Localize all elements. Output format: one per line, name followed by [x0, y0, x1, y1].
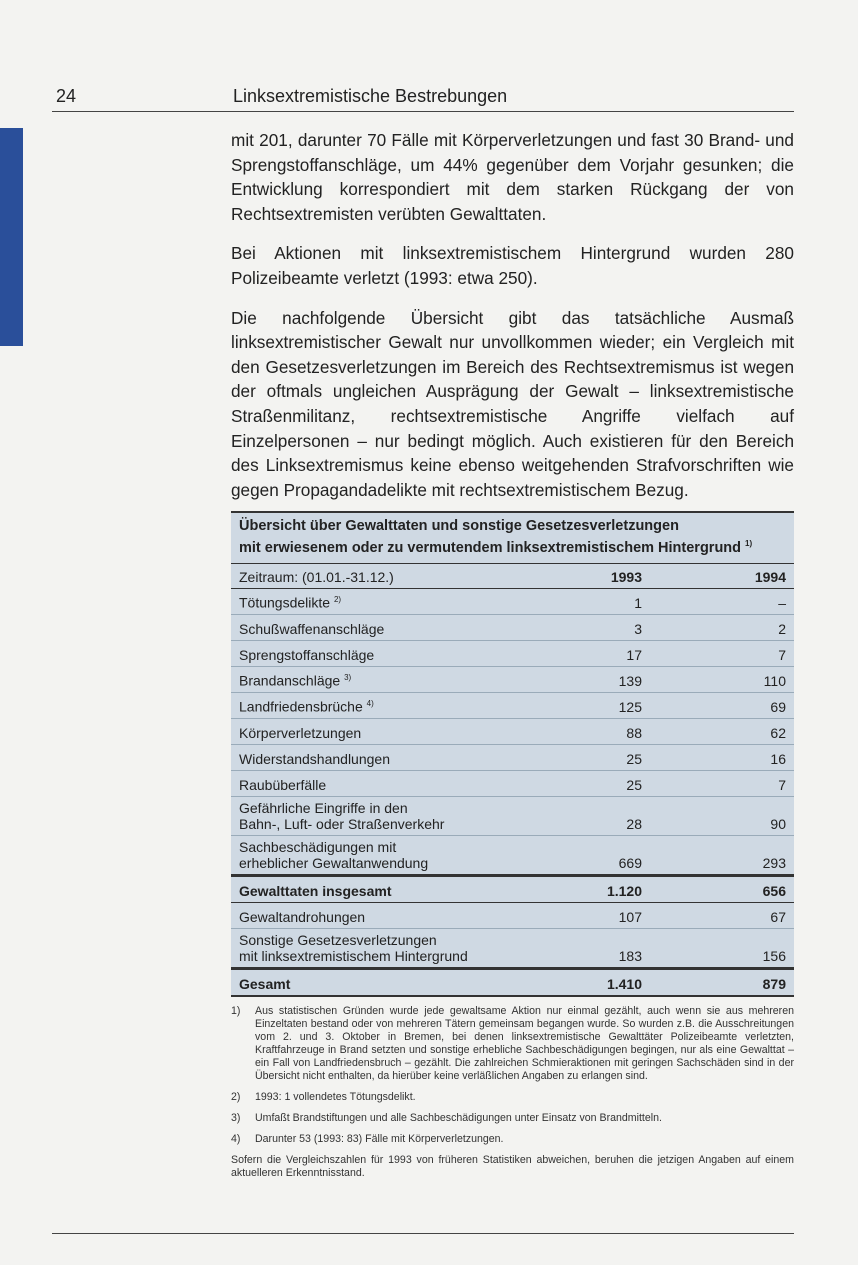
table-row: [231, 615, 794, 641]
value-1993: 183: [618, 947, 642, 964]
value-1994: 110: [763, 672, 786, 689]
value-1994: 293: [762, 854, 786, 871]
closing-note: Sofern die Vergleichszahlen für 1993 von früheren Statistiken abweichen, beruhen die jetzigen Angaben auf einem aktuelleren Erkenntnisstand.: [231, 1154, 794, 1179]
footnote-2: 2) 1993: 1 vollendetes Tötungsdelikt.: [231, 1091, 416, 1103]
column-1993: 1993: [610, 568, 642, 585]
value-1993: 25: [626, 776, 642, 793]
footnote-3: 3) Umfaßt Brandstiftungen und alle Sachbeschädigungen unter Einsatz von Brandmitteln.: [231, 1112, 662, 1124]
value-1993: 17: [626, 646, 642, 663]
table-row: [231, 641, 794, 667]
running-title: Linksextremistische Bestrebungen: [233, 86, 508, 106]
table-row: [231, 771, 794, 797]
table-row: [231, 589, 794, 615]
total-row: Gesamt 1.410 879: [231, 969, 794, 997]
table-row: [231, 929, 794, 969]
footer-rule: [52, 1233, 794, 1234]
column-1994: 1994: [754, 568, 786, 585]
table-row: [231, 836, 794, 876]
paragraph-3: Die nachfolgende Übersicht gibt das tatsächliche Ausmaß linksextremistischer Gewalt nur unvollkommen wieder; ein Vergleich mit den Gesetzesverletzungen im Bereich des Rechtsextremismus ist wegen der oftmals ungleichen Ausprägung der Gewalt – linksextremistische Straßenmilitanz, rechtsextremistische Angriffe vielfach auf Einzelpersonen – nur bedingt möglich. Auch existieren für den Bereich des Linksextremismus keine ebenso weitgehenden Strafvorschriften wie gegen Propagandadelikte mit rechtsextremistischem Bezug.: [231, 307, 794, 500]
value-1994: 90: [770, 815, 786, 832]
value-1993: 3: [634, 620, 642, 637]
row-label: Gefährliche Eingriffe in den Bahn-, Luft- oder Straßenverkehr: [239, 799, 445, 832]
value-1994: 7: [778, 776, 786, 793]
row-label: Landfriedensbrüche $^{4)}$: [239, 698, 374, 715]
value-1993: 107: [618, 908, 642, 925]
row-label: Tötungsdelikte $^{2)}$: [239, 594, 342, 611]
value-1994: 69: [770, 698, 786, 715]
table-row: [231, 719, 794, 745]
value-1993: 125: [618, 698, 642, 715]
footnote-1: 1) Aus statistischen Gründen wurde jede gewaltsame Aktion nur einmal gezählt, auch wenn sie aus mehreren Einzeltaten bestand oder von mehreren Tätern gemeinsam begangen wurde. So wurden z.B. die Ausschreitungen vom 2. und 3. Oktober in Bremen, bei denen linksextremistische Gewalttäter Polizeibeamte verletzten, Kraftfahrzeuge in Brand setzten und sonstige erhebliche Sachbeschädigungen begingen, nur als eine Gewalttat – ein Fall von Landfriedensbruch – gezählt. Die zahlreichen Schmieraktionen mit geringen Sachschäden sind in der Übersicht nicht enthalten, da hierüber keine verläßlichen Angaben zu erlangen sind.: [231, 1005, 794, 1082]
value-1994: 67: [770, 908, 786, 925]
value-1993: 1: [634, 594, 642, 611]
table-title-line2: mit erwiesenem oder zu vermutendem linksextremistischem Hintergrund $^{1)}$: [239, 539, 753, 556]
paragraph-2: Bei Aktionen mit linksextremistischem Hintergrund wurden 280 Polizeibeamte verletzt (1993: etwa 250).: [231, 243, 794, 288]
footnote-ref: 1): [745, 539, 753, 548]
table-row: [231, 667, 794, 693]
table-title: [231, 511, 794, 563]
table-row: [231, 797, 794, 836]
table-row: [231, 745, 794, 771]
footnote-ref: 3): [344, 673, 352, 683]
period-label: Zeitraum: (01.01.-31.12.): [239, 568, 394, 585]
blue-margin-tab: [0, 128, 23, 346]
value-1993: 139: [618, 672, 642, 689]
row-label: Raubüberfälle: [239, 776, 327, 793]
table-row: [231, 693, 794, 719]
value-1993: 669: [618, 854, 642, 871]
footnote-ref: 4): [366, 699, 374, 709]
footnotes: [231, 1005, 794, 1180]
row-label: Sachbeschädigungen mit erheblicher Gewaltanwendung: [239, 838, 429, 871]
footnote-ref: 2): [333, 595, 342, 605]
header-rule: [52, 111, 794, 112]
value-1994: 16: [770, 750, 786, 767]
table-title-line1: Übersicht über Gewalttaten und sonstige Gesetzesverletzungen: [239, 518, 679, 534]
row-label: Widerstandshandlungen: [239, 750, 390, 767]
paragraph-1: mit 201, darunter 70 Fälle mit Körperverletzungen und fast 30 Brand- und Sprengstoffanschläge, um 44% gegenüber dem Vorjahr gesunken; die Entwicklung korrespondiert mit dem starken Rückgang der von Rechtsextremisten verübten Gewalttaten.: [231, 130, 794, 224]
row-label: Gewaltandrohungen: [239, 908, 366, 925]
value-1994: 7: [778, 646, 786, 663]
body-text: [231, 128, 794, 517]
table-header: [231, 563, 794, 589]
value-1993: 25: [626, 750, 642, 767]
row-label: Sprengstoffanschläge: [239, 646, 375, 663]
value-1993: 88: [626, 724, 642, 741]
footnote-4: 4) Darunter 53 (1993: 83) Fälle mit Körperverletzungen.: [231, 1133, 504, 1145]
value-1994: –: [778, 594, 786, 611]
row-label: Körperverletzungen: [239, 724, 362, 741]
page-number: 24: [56, 86, 77, 106]
row-label: Brandanschläge $^{3)}$: [239, 672, 352, 689]
value-1994: 156: [762, 947, 786, 964]
value-1994: 2: [778, 620, 786, 637]
value-1993: 28: [626, 815, 642, 832]
subtotal-row: Gewalttaten insgesamt 1.120 656: [231, 876, 794, 903]
row-label: Sonstige Gesetzesverletzungen mit linksextremistischem Hintergrund: [239, 931, 468, 964]
value-1994: 62: [770, 724, 786, 741]
table-row: [231, 903, 794, 929]
overview-table: [231, 511, 794, 997]
row-label: Schußwaffenanschläge: [239, 620, 385, 637]
